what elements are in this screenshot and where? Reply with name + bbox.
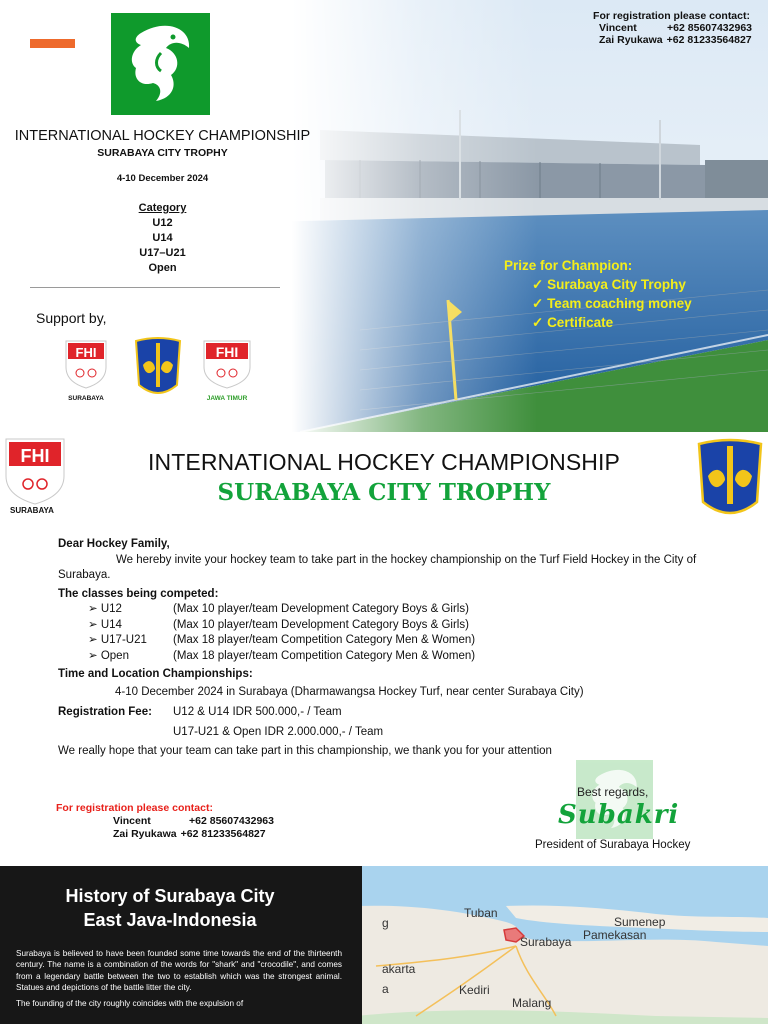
- fhi-logo-text: FHI: [215, 344, 239, 360]
- check-icon: ✓: [532, 277, 548, 292]
- fhi-caption: SURABAYA: [10, 506, 54, 515]
- class-name: U14: [100, 618, 122, 631]
- class-row: [58, 649, 718, 665]
- category-item: U14: [152, 232, 173, 244]
- class-desc: (Max 10 player/team Development Category Boys & Girls): [173, 603, 469, 615]
- contact-name: Zai Ryukawa: [113, 828, 177, 840]
- poster-section: [0, 0, 768, 432]
- check-icon: ✓: [532, 296, 548, 311]
- president-title: President of Surabaya Hockey: [535, 839, 691, 851]
- arrow-bullet-icon: ➢: [88, 618, 101, 631]
- prize-list: [504, 256, 692, 332]
- intro-paragraph: We hereby invite your hockey team to take part in the hockey championship on the Turf Field Hockey in the City of Surabaya.: [58, 553, 697, 581]
- contact-name: Vincent: [599, 22, 637, 34]
- arrow-bullet-icon: ➢: [88, 634, 101, 646]
- poster-dates: 4-10 December 2024: [116, 173, 209, 184]
- category-item: Open: [148, 262, 177, 274]
- prize-item-label: Certificate: [547, 315, 614, 330]
- contact-phone: +62 81233564827: [666, 34, 752, 46]
- map-label: akarta: [382, 962, 416, 976]
- shark-crocodile-icon: [111, 13, 210, 115]
- history-section: [0, 866, 768, 1024]
- history-title-line: East Java-Indonesia: [83, 910, 257, 930]
- invitation-letter: [0, 432, 768, 868]
- prize-item-label: Surabaya City Trophy: [547, 277, 686, 292]
- category-item: U17–U21: [139, 247, 186, 259]
- map-label: Sumenep: [614, 915, 666, 929]
- check-icon: ✓: [532, 315, 548, 330]
- fhi-logo-text: FHI: [20, 446, 50, 466]
- map-label: Malang: [512, 996, 552, 1010]
- contact-name: Zai Ryukawa: [599, 34, 663, 46]
- accent-bar: [30, 39, 75, 48]
- history-text: [16, 948, 342, 1009]
- regards-text: Best regards,: [577, 785, 649, 799]
- class-name: Open: [100, 649, 129, 662]
- club-logo: [111, 13, 210, 115]
- prize-item: [504, 294, 692, 313]
- history-paragraph: Surabaya is believed to have been founded some time towards the end of the thirteenth century. The name is a combination of the words for "shark" and "crocodile", and comes from a legendary battle between the two to establish which was the strongest animal. Statues and depictions of the battle litter the city.: [16, 949, 342, 992]
- map-label: Kediri: [459, 983, 490, 997]
- contact-phone: +62 85607432963: [667, 22, 752, 34]
- divider: [30, 287, 280, 288]
- surabaya-crest-icon: [696, 436, 764, 524]
- category-heading: Category: [138, 202, 187, 214]
- contact-phone: +62 85607432963: [189, 815, 274, 827]
- fee-label: Registration Fee:: [58, 706, 152, 718]
- letter-body: [58, 537, 718, 760]
- sponsor-caption: SURABAYA: [68, 395, 104, 402]
- fee-line: U12 & U14 IDR 500.000,- / Team: [173, 706, 342, 718]
- registration-heading: For registration please contact:: [56, 802, 213, 814]
- category-list: [0, 201, 325, 276]
- history-title: [0, 884, 340, 932]
- contact-row: [593, 22, 752, 34]
- fee-line: U17-U21 & Open IDR 2.000.000,- / Team: [173, 725, 384, 738]
- fhi-logo-text: FHI: [75, 345, 97, 360]
- letter-title: INTERNATIONAL HOCKEY CHAMPIONSHIP: [148, 449, 620, 475]
- sponsor-caption: JAWA TIMUR: [206, 395, 248, 402]
- contact-row: [56, 815, 274, 828]
- sponsor-fhi-jawa-timur: [200, 337, 254, 402]
- poster-title: INTERNATIONAL HOCKEY CHAMPIONSHIP: [14, 128, 311, 144]
- class-desc: (Max 18 player/team Competition Category Men & Women): [173, 649, 476, 662]
- poster-subtitle: SURABAYA CITY TROPHY: [97, 147, 228, 159]
- class-desc: (Max 18 player/team Competition Category Men & Women): [173, 634, 476, 646]
- arrow-bullet-icon: ➢: [88, 603, 101, 615]
- prize-item-label: Team coaching money: [547, 296, 692, 311]
- poster-contact: [593, 10, 752, 46]
- class-desc: (Max 10 player/team Development Category Boys & Girls): [173, 618, 469, 631]
- map-label: a: [382, 982, 389, 996]
- fee-row: [58, 705, 718, 721]
- fhi-shield-icon: [200, 337, 254, 389]
- time-heading: Time and Location Championships:: [58, 668, 253, 680]
- map-label: Pamekasan: [583, 928, 647, 942]
- history-paragraph: The founding of the city roughly coincides with the expulsion of: [16, 999, 244, 1009]
- support-label: Support by,: [36, 310, 107, 326]
- prize-item: [504, 313, 692, 332]
- signature: Subakri: [558, 800, 680, 830]
- sponsor-fhi-surabaya: [62, 337, 110, 402]
- sponsor-surabaya-crest: [133, 335, 183, 405]
- fhi-shield-icon: [62, 337, 110, 389]
- contact-name: Vincent: [113, 815, 151, 827]
- letter-subtitle: SURABAYA CITY TROPHY: [217, 479, 551, 506]
- map-label: Surabaya: [520, 935, 572, 949]
- contact-heading: For registration please contact:: [593, 10, 750, 22]
- class-row: [58, 602, 718, 618]
- contact-row: [56, 828, 274, 841]
- history-title-line: History of Surabaya City: [65, 886, 275, 906]
- arrow-bullet-icon: ➢: [88, 649, 101, 662]
- surabaya-crest-icon: [133, 335, 183, 403]
- class-name: U17-U21: [100, 634, 147, 646]
- classes-heading: The classes being competed:: [58, 587, 219, 600]
- registration-contact: [56, 802, 274, 841]
- class-name: U12: [100, 603, 122, 615]
- contact-phone: +62 81233564827: [180, 828, 266, 840]
- class-row: [58, 618, 718, 634]
- contact-row: [593, 34, 752, 46]
- prize-heading: Prize for Champion:: [504, 258, 633, 273]
- map-label: Tuban: [464, 906, 498, 920]
- class-row: [58, 633, 718, 649]
- prize-item: [504, 275, 692, 294]
- time-location-text: 4-10 December 2024 in Surabaya (Dharmawangsa Hockey Turf, near center Surabaya City): [115, 685, 584, 698]
- closing-paragraph: We really hope that your team can take part in this championship, we thank you for your attention: [58, 745, 552, 757]
- category-item: U12: [152, 217, 173, 229]
- greeting: Dear Hockey Family,: [58, 538, 170, 550]
- map-label: g: [382, 916, 389, 930]
